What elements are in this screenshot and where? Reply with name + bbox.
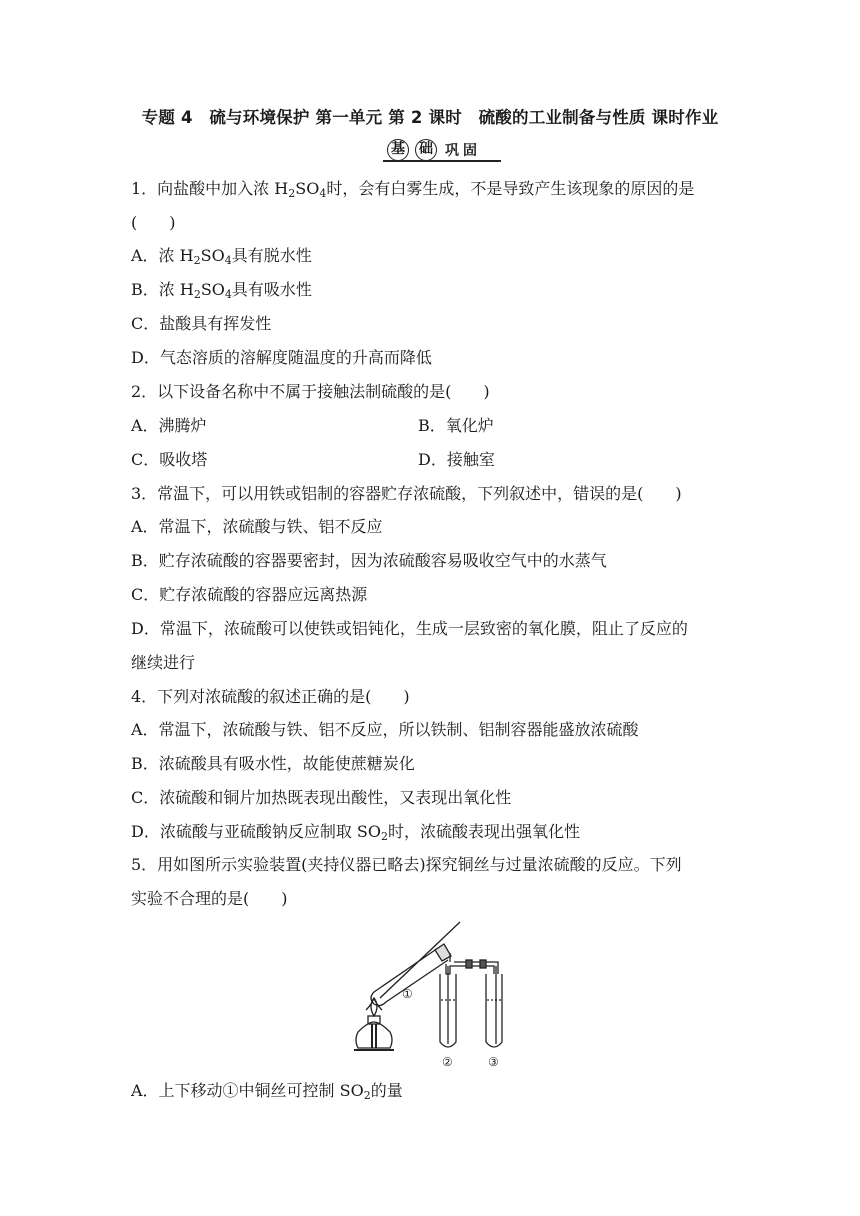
q5-stem-line1: 5．用如图所示实验装置(夹持仪器已略去)探究铜丝与过量浓硫酸的反应。下列 <box>131 855 682 874</box>
apparatus-figure <box>350 920 510 1070</box>
q2-option-c: C．吸收塔 <box>131 450 208 469</box>
q1-option-a: A．浓 $H_2SO_4$具有脱水性 <box>131 246 312 267</box>
q1-blank: ( ) <box>131 213 176 232</box>
q3-option-b: B．贮存浓硫酸的容器要密封，因为浓硫酸容易吸收空气中的水蒸气 <box>131 551 607 570</box>
section-badge <box>383 138 501 162</box>
q3-option-d-line2: 继续进行 <box>131 653 196 672</box>
stopper <box>435 944 451 961</box>
label-1: ① <box>402 987 413 1001</box>
q3-option-d-line1: D．常温下，浓硫酸可以使铁或铝钝化，生成一层致密的氧化膜，阻止了反应的 <box>131 619 688 638</box>
q4-stem: 4．下列对浓硫酸的叙述正确的是( ) <box>131 687 410 706</box>
q2-option-b: B．氧化炉 <box>418 416 494 435</box>
badge-char-2: 础 <box>415 139 437 161</box>
q2-stem: 2．以下设备名称中不属于接触法制硫酸的是( ) <box>131 382 490 401</box>
flame <box>371 998 377 1016</box>
page-title: 专题 4 硫与环境保护 第一单元 第 2 课时 硫酸的工业制备与性质 课时作业 <box>141 108 719 127</box>
label-2: ② <box>442 1055 453 1069</box>
q4-option-a: A．常温下，浓硫酸与铁、铝不反应，所以铁制、铝制容器能盛放浓硫酸 <box>131 720 639 739</box>
q2-option-a: A．沸腾炉 <box>131 416 207 435</box>
badge-char-1: 基 <box>387 139 409 161</box>
test-tube-3 <box>486 974 502 1047</box>
q1-option-c: C．盐酸具有挥发性 <box>131 314 272 333</box>
badge-underline <box>383 160 501 162</box>
q3-stem: 3．常温下，可以用铁或铝制的容器贮存浓硫酸，下列叙述中，错误的是( ) <box>131 484 682 503</box>
label-3: ③ <box>488 1055 499 1069</box>
apparatus-diagram <box>350 920 510 1070</box>
alcohol-lamp <box>356 1022 392 1048</box>
q3-option-c: C．贮存浓硫酸的容器应远离热源 <box>131 585 368 604</box>
q5-stem-line2: 实验不合理的是( ) <box>131 889 288 908</box>
q4-option-b: B．浓硫酸具有吸水性，故能使蔗糖炭化 <box>131 754 415 773</box>
q5-option-a: A．上下移动①中铜丝可控制 $SO_2$的量 <box>131 1081 403 1102</box>
q1-stem: 1．向盐酸中加入浓 $H_2SO_4$时，会有白雾生成，不是导致产生该现象的原因的是 <box>131 179 695 200</box>
q4-option-c: C．浓硫酸和铜片加热既表现出酸性，又表现出氧化性 <box>131 788 512 807</box>
q2-option-d: D．接触室 <box>418 450 495 469</box>
q3-option-a: A．常温下，浓硫酸与铁、铝不反应 <box>131 517 383 536</box>
badge-char-4: 固 <box>463 143 477 159</box>
q1-option-b: B．浓 $H_2SO_4$具有吸水性 <box>131 280 312 301</box>
badge-char-3: 巩 <box>445 143 459 159</box>
q4-option-d: D．浓硫酸与亚硫酸钠反应制取 $SO_2$时，浓硫酸表现出强氧化性 <box>131 822 581 843</box>
q1-option-d: D．气态溶质的溶解度随温度的升高而降低 <box>131 348 432 367</box>
